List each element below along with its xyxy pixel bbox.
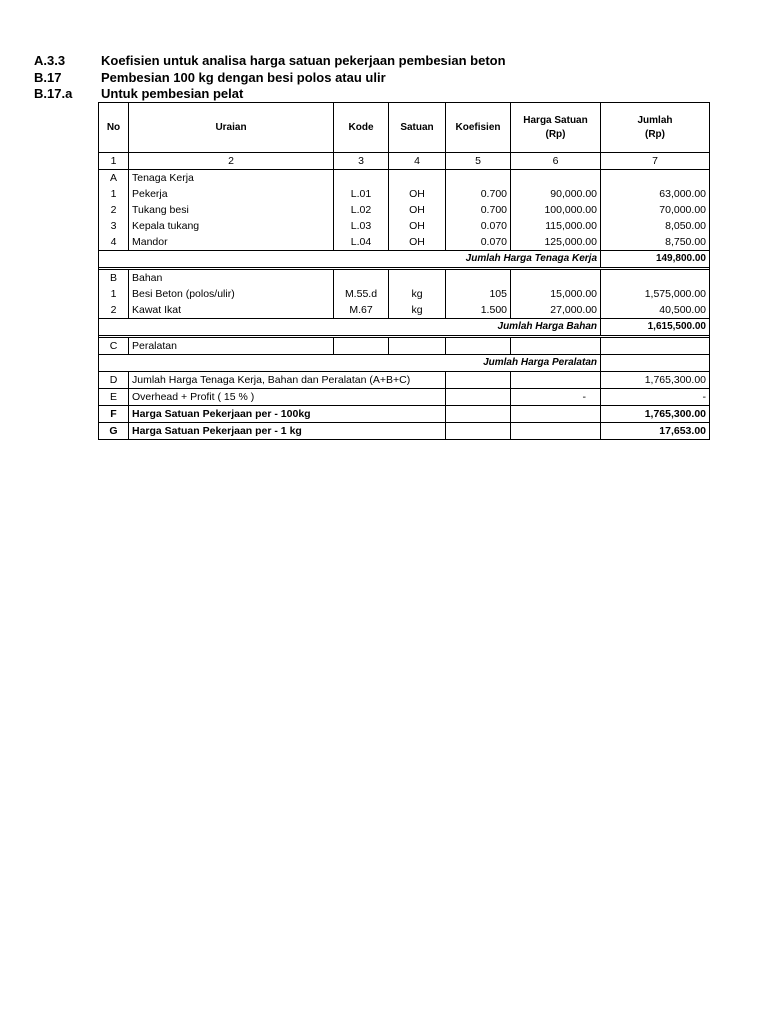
total-label: Jumlah Harga Tenaga Kerja, Bahan dan Peralatan (A+B+C) <box>129 372 446 389</box>
row-no: 1 <box>99 186 129 202</box>
row-koefisien: 0.070 <box>446 218 511 234</box>
row-harga: 27,000.00 <box>511 302 601 319</box>
total-value: 1,765,300.00 <box>601 372 710 389</box>
row-kode: M.67 <box>334 302 389 319</box>
row-harga: 115,000.00 <box>511 218 601 234</box>
total-letter: E <box>99 389 129 406</box>
total-value: - <box>601 389 710 406</box>
row-harga: 100,000.00 <box>511 202 601 218</box>
row-satuan: OH <box>389 218 446 234</box>
subtotal-row-bahan <box>99 319 710 336</box>
row-jumlah: 40,500.00 <box>601 302 710 319</box>
row-harga: 90,000.00 <box>511 186 601 202</box>
column-number: 4 <box>389 153 446 170</box>
row-harga: 125,000.00 <box>511 234 601 251</box>
row-jumlah: 8,050.00 <box>601 218 710 234</box>
column-number-row <box>99 153 710 170</box>
col-header-jumlah <box>601 103 710 153</box>
subtotal-value: 1,615,500.00 <box>601 319 710 336</box>
subtotal-value: 149,800.00 <box>601 251 710 268</box>
subtotal-row-peralatan <box>99 355 710 372</box>
row-uraian: Mandor <box>129 234 334 251</box>
row-harga: 15,000.00 <box>511 286 601 302</box>
total-value: 1,765,300.00 <box>601 406 710 423</box>
section-title: Peralatan <box>129 338 334 355</box>
analisa-table <box>98 102 710 440</box>
heading-title: Pembesian 100 kg dengan besi polos atau ulir <box>101 70 386 85</box>
table-row <box>99 286 710 302</box>
row-kode: L.04 <box>334 234 389 251</box>
row-kode: L.03 <box>334 218 389 234</box>
row-koefisien: 105 <box>446 286 511 302</box>
row-koefisien: 0.700 <box>446 186 511 202</box>
column-number: 1 <box>99 153 129 170</box>
heading-code: A.3.3 <box>34 53 66 68</box>
row-satuan: kg <box>389 286 446 302</box>
table-row <box>99 202 710 218</box>
col-header-harga-satuan <box>511 103 601 153</box>
total-label: Harga Satuan Pekerjaan per - 1 kg <box>129 423 446 440</box>
row-jumlah: 8,750.00 <box>601 234 710 251</box>
row-satuan: OH <box>389 186 446 202</box>
heading-title: Koefisien untuk analisa harga satuan pekerjaan pembesian beton <box>101 53 506 68</box>
col-header-no: No <box>99 103 129 153</box>
subtotal-label: Jumlah Harga Bahan <box>129 319 601 336</box>
table-row <box>99 186 710 202</box>
col-header-uraian: Uraian <box>129 103 334 153</box>
row-jumlah: 70,000.00 <box>601 202 710 218</box>
table-row <box>99 302 710 319</box>
heading-code: B.17 <box>34 70 62 85</box>
section-letter: A <box>99 170 129 187</box>
column-number: 3 <box>334 153 389 170</box>
section-b-header-row <box>99 270 710 287</box>
subtotal-value <box>601 355 710 372</box>
total-row-d <box>99 372 710 389</box>
table-row <box>99 218 710 234</box>
jumlah-label: Jumlah <box>637 114 673 126</box>
subtotal-label: Jumlah Harga Peralatan <box>129 355 601 372</box>
total-label: Harga Satuan Pekerjaan per - 100kg <box>129 406 446 423</box>
table-row <box>99 234 710 251</box>
table-header-row <box>99 103 710 153</box>
jumlah-unit: (Rp) <box>645 128 665 140</box>
subtotal-row-tenaga-kerja <box>99 251 710 268</box>
row-no: 4 <box>99 234 129 251</box>
row-jumlah: 63,000.00 <box>601 186 710 202</box>
col-header-kode: Kode <box>334 103 389 153</box>
row-no: 2 <box>99 202 129 218</box>
row-satuan: OH <box>389 234 446 251</box>
row-koefisien: 0.070 <box>446 234 511 251</box>
heading-code: B.17.a <box>34 86 73 101</box>
row-uraian: Tukang besi <box>129 202 334 218</box>
harga-satuan-unit: (Rp) <box>545 128 566 140</box>
row-kode: L.01 <box>334 186 389 202</box>
row-satuan: OH <box>389 202 446 218</box>
total-label: Overhead + Profit ( 15 % ) <box>129 389 446 406</box>
col-header-koefisien: Koefisien <box>446 103 511 153</box>
total-letter: F <box>99 406 129 423</box>
row-satuan: kg <box>389 302 446 319</box>
section-c-header-row <box>99 338 710 355</box>
section-letter: B <box>99 270 129 287</box>
row-no: 2 <box>99 302 129 319</box>
total-value: 17,653.00 <box>601 423 710 440</box>
total-row-g <box>99 423 710 440</box>
row-kode: L.02 <box>334 202 389 218</box>
row-koefisien: 0.700 <box>446 202 511 218</box>
harga-satuan-label: Harga Satuan <box>523 114 588 126</box>
row-uraian: Besi Beton (polos/ulir) <box>129 286 334 302</box>
section-a-header-row <box>99 170 710 187</box>
total-harga: - <box>511 389 601 406</box>
row-kode: M.55.d <box>334 286 389 302</box>
row-uraian: Kepala tukang <box>129 218 334 234</box>
total-letter: G <box>99 423 129 440</box>
col-header-satuan: Satuan <box>389 103 446 153</box>
column-number: 2 <box>129 153 334 170</box>
total-letter: D <box>99 372 129 389</box>
column-number: 5 <box>446 153 511 170</box>
row-no: 3 <box>99 218 129 234</box>
row-uraian: Kawat Ikat <box>129 302 334 319</box>
row-uraian: Pekerja <box>129 186 334 202</box>
section-title: Bahan <box>129 270 334 287</box>
subtotal-label: Jumlah Harga Tenaga Kerja <box>129 251 601 268</box>
total-row-f <box>99 406 710 423</box>
total-row-e <box>99 389 710 406</box>
section-letter: C <box>99 338 129 355</box>
row-jumlah: 1,575,000.00 <box>601 286 710 302</box>
row-no: 1 <box>99 286 129 302</box>
column-number: 7 <box>601 153 710 170</box>
column-number: 6 <box>511 153 601 170</box>
section-title: Tenaga Kerja <box>129 170 334 187</box>
row-koefisien: 1.500 <box>446 302 511 319</box>
heading-title: Untuk pembesian pelat <box>101 86 244 101</box>
